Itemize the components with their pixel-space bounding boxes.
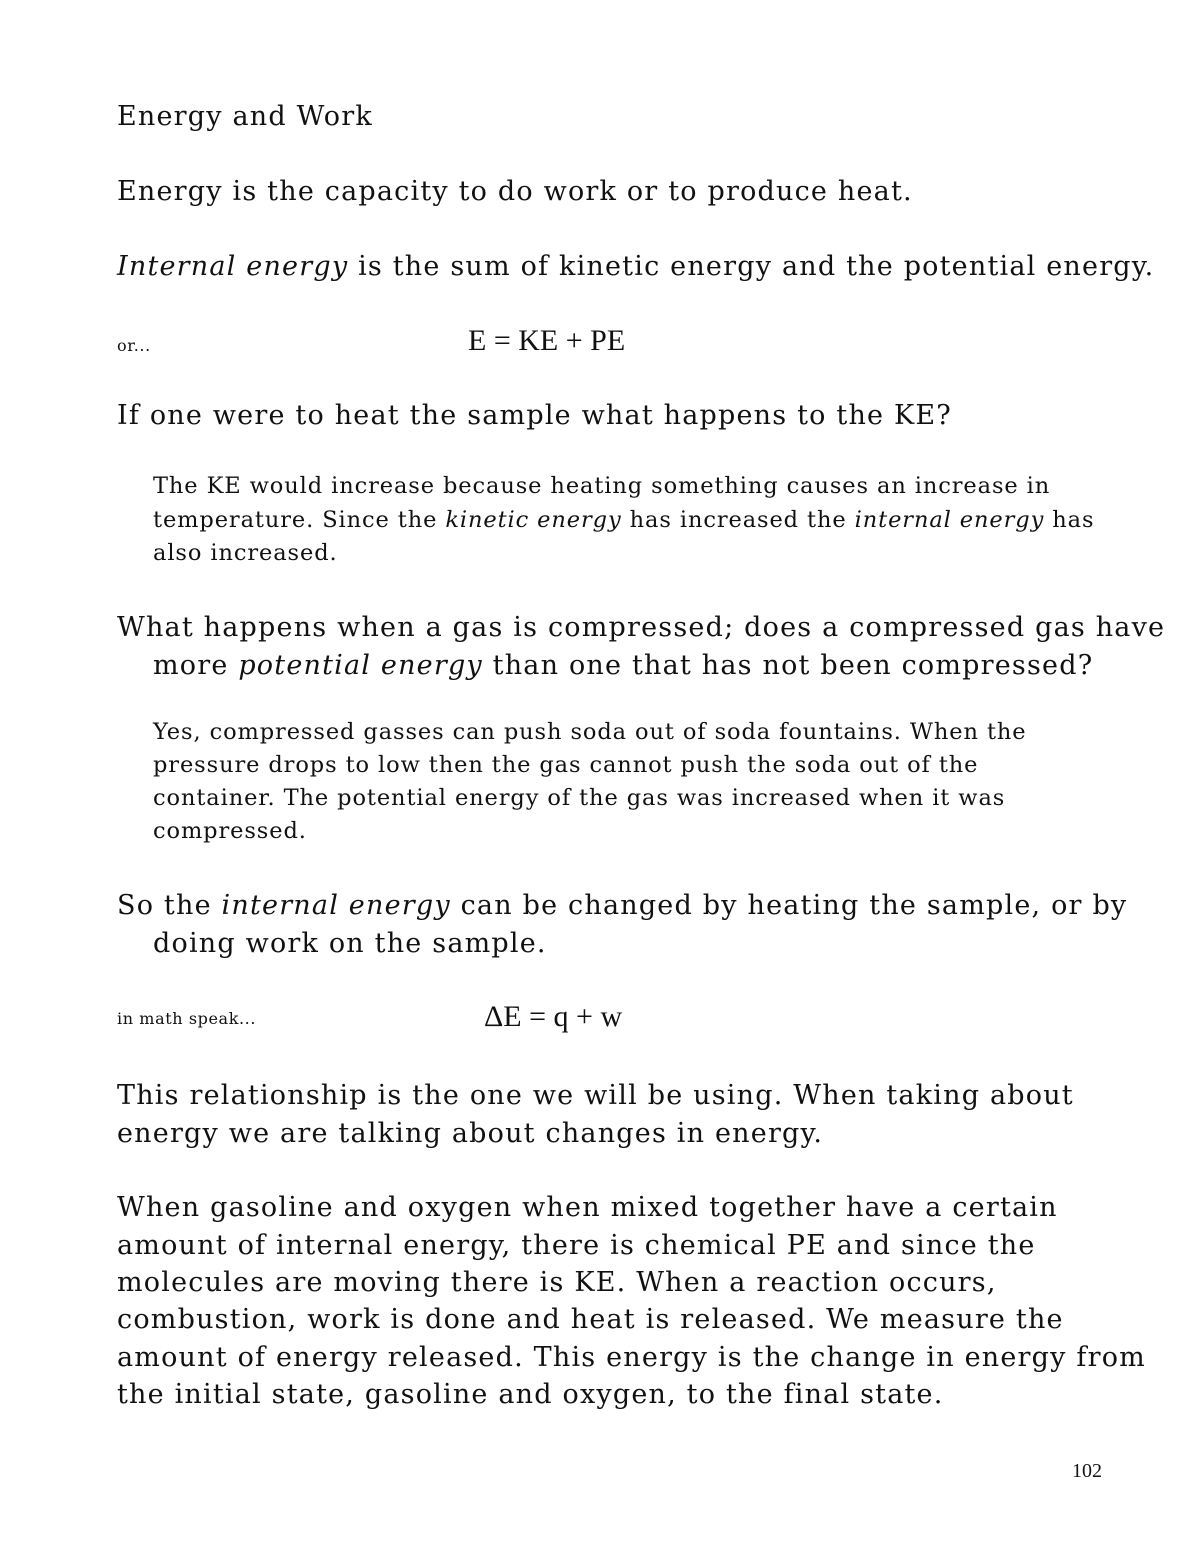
page-number: 102: [1072, 1460, 1102, 1482]
equation2-formula: ΔE = q + w: [484, 1000, 623, 1033]
gasoline-line1: When gasoline and oxygen when mixed together have a certain: [117, 1192, 1058, 1223]
internal-energy-definition: [117, 253, 1154, 280]
page-title: Energy and Work: [117, 101, 373, 132]
gasoline-line3: molecules are moving there is KE. When a reaction occurs,: [117, 1267, 997, 1298]
question2-line2: [153, 652, 1093, 679]
equation1-label: or...: [117, 336, 151, 355]
relationship-line2: energy we are talking about changes in energy.: [117, 1118, 824, 1149]
statement-line1: [117, 892, 1127, 919]
question2-line2-a: more: [153, 650, 239, 681]
answer1-line2-a: temperature. Since the: [153, 507, 446, 533]
answer1-line2-c: has: [1044, 507, 1095, 533]
answer1-line2-b: has increased the: [621, 507, 855, 533]
question1: If one were to heat the sample what happens to the KE?: [117, 400, 952, 431]
gasoline-line2: amount of internal energy, there is chemical PE and since the: [117, 1230, 1036, 1261]
internal-energy-term-3: internal energy: [221, 890, 451, 921]
answer2-line4: compressed.: [153, 818, 307, 844]
answer1-line2: [153, 509, 1094, 532]
internal-energy-term-2: internal energy: [854, 507, 1045, 533]
answer1-line1: The KE would increase because heating something causes an increase in: [153, 473, 1051, 499]
answer2-line1: Yes, compressed gasses can push soda out of soda fountains. When the: [153, 719, 1027, 745]
question2-line2-b: than one that has not been compressed?: [482, 650, 1094, 681]
relationship-line1: This relationship is the one we will be using. When taking about: [117, 1080, 1074, 1111]
kinetic-energy-term: kinetic energy: [445, 507, 622, 533]
internal-energy-term: Internal energy: [117, 251, 349, 282]
equation1-formula: E = KE + PE: [468, 324, 626, 357]
internal-energy-text: is the sum of kinetic energy and the potential energy.: [348, 251, 1155, 282]
potential-energy-term: potential energy: [238, 650, 483, 681]
answer1-line3: also increased.: [153, 540, 338, 566]
statement-line2: doing work on the sample.: [153, 928, 547, 959]
statement-line1-b: can be changed by heating the sample, or by: [450, 890, 1128, 921]
answer2-line2: pressure drops to low then the gas cannot push the soda out of the: [153, 752, 979, 778]
equation2-label: in math speak...: [117, 1009, 257, 1028]
gasoline-line6: the initial state, gasoline and oxygen, to the final state.: [117, 1379, 944, 1410]
gasoline-line4: combustion, work is done and heat is released. We measure the: [117, 1304, 1064, 1335]
question2-line1: What happens when a gas is compressed; does a compressed gas have: [117, 612, 1166, 643]
answer2-line3: container. The potential energy of the gas was increased when it was: [153, 785, 1006, 811]
energy-definition: Energy is the capacity to do work or to produce heat.: [117, 176, 913, 207]
gasoline-line5: amount of energy released. This energy is the change in energy from: [117, 1342, 1146, 1373]
statement-line1-a: So the: [117, 890, 222, 921]
